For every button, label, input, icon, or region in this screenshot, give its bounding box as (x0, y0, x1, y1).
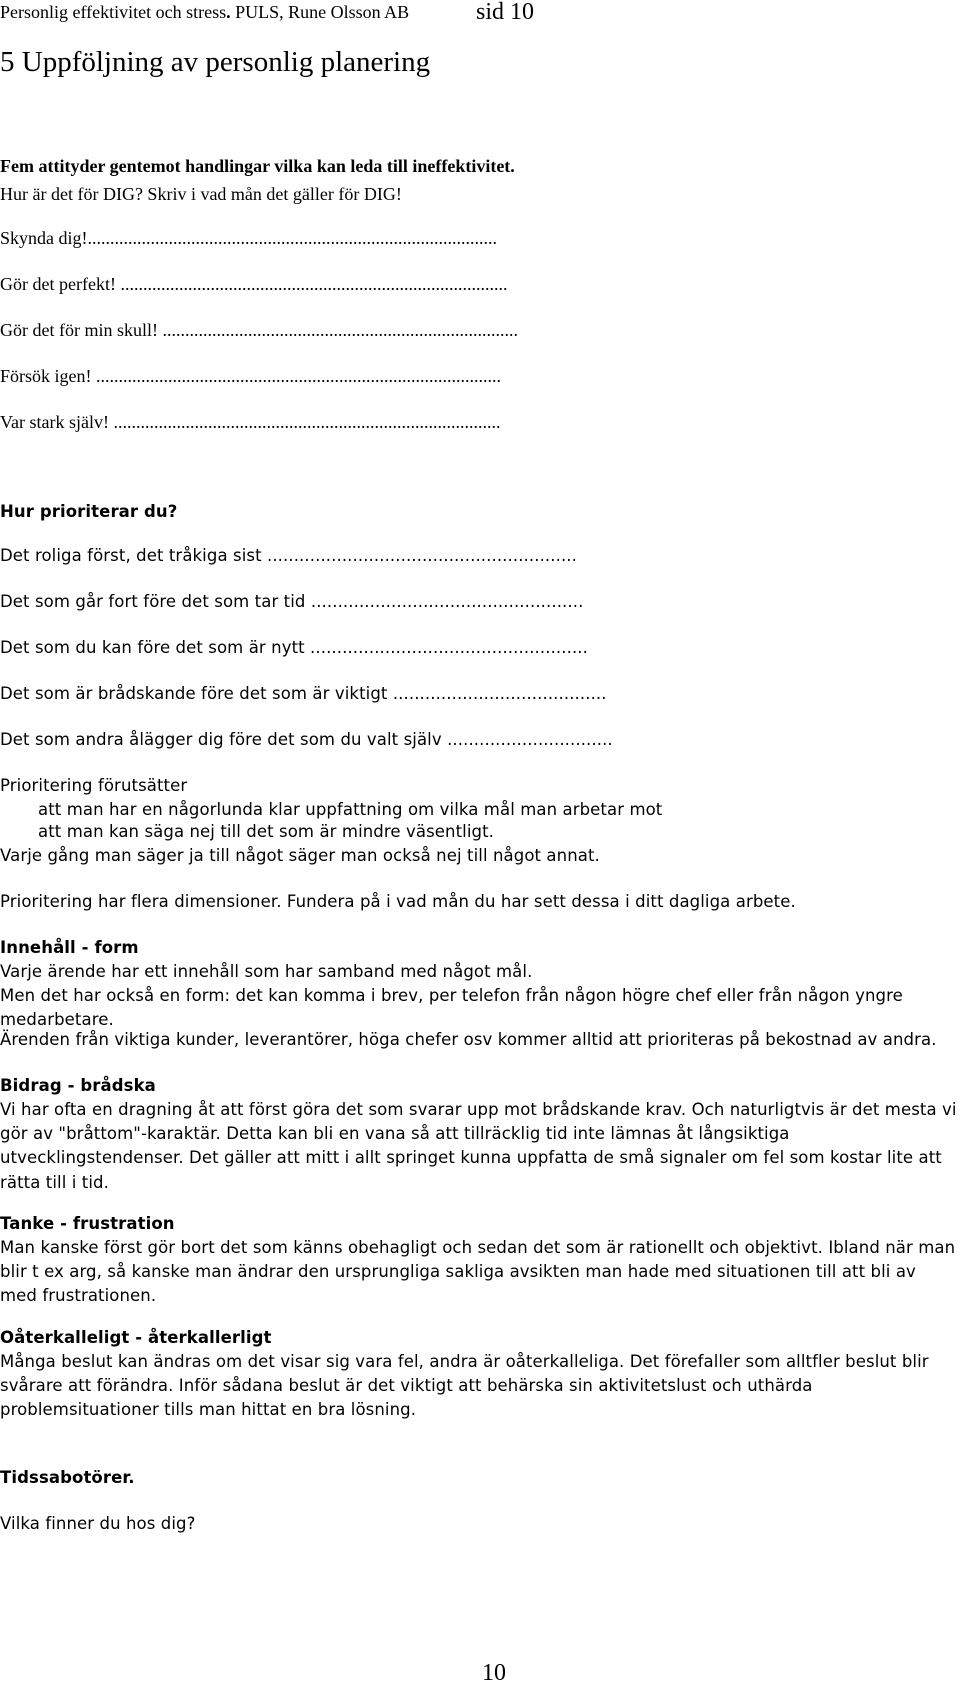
attitude-item: Skynda dig!........................................................................................... (0, 228, 497, 248)
priorities-heading: Hur prioriterar du? (0, 502, 178, 521)
section-heading: Innehåll - form (0, 938, 139, 957)
section-text: Ärenden från viktiga kunder, leverantörer, höga chefer osv kommer alltid att prioriteras på bekostnad av andra. (0, 1030, 937, 1049)
section-text: Varje ärende har ett innehåll som har samband med något mål. (0, 962, 533, 981)
attitude-item: Gör det perfekt! ...................................................................................... (0, 274, 508, 294)
header-page-label: sid 10 (476, 0, 535, 25)
dimensions-intro: Prioritering har flera dimensioner. Fundera på i vad mån du har sett dessa i ditt dagliga arbete. (0, 892, 796, 911)
priority-item: Det som går fort före det som tar tid ................................................... (0, 592, 584, 611)
attitudes-heading: Fem attityder gentemot handlingar vilka kan leda till ineffektivitet. (0, 156, 515, 176)
priority-item: Det roliga först, det tråkiga sist .......................................................... (0, 546, 577, 565)
requires-item: att man har en någorlunda klar uppfattning om vilka mål man arbetar mot (38, 800, 663, 819)
attitudes-instruction: Hur är det för DIG? Skriv i vad mån det gäller för DIG! (0, 184, 402, 204)
section-text: Många beslut kan ändras om det visar sig vara fel, andra är oåterkalleliga. Det förefaller som alltfler beslut blir svårare att förändra. Inför sådana beslut är det viktigt att behärska sin aktivitetslust och uthärda problemsituationer tills man hittat en bra lösning. (0, 1352, 929, 1420)
saboteurs-question: Vilka finner du hos dig? (0, 1514, 196, 1533)
section-text: Men det har också en form: det kan komma i brev, per telefon från någon högre chef eller från någon yngre medarbetare. (0, 986, 903, 1030)
priority-item: Det som är brådskande före det som är viktigt ........................................ (0, 684, 607, 703)
requires-label: Prioritering förutsätter (0, 776, 188, 795)
header-doc-title: Personlig effektivitet och stress (0, 2, 227, 22)
section-heading: Tanke - frustration (0, 1214, 175, 1233)
page-title: 5 Uppföljning av personlig planering (0, 46, 431, 78)
saboteurs-heading: Tidssabotörer. (0, 1468, 135, 1487)
section-heading: Bidrag - brådska (0, 1076, 156, 1095)
section-heading: Oåterkalleligt - återkallerligt (0, 1328, 272, 1347)
priority-item: Det som du kan före det som är nytt .................................................... (0, 638, 588, 657)
attitude-item: Gör det för min skull! ............................................................................... (0, 320, 518, 340)
header-dot: . (226, 2, 231, 22)
page-number: 10 (482, 1660, 506, 1686)
header-author: PULS, Rune Olsson AB (230, 2, 410, 22)
section-text: Man kanske först gör bort det som känns obehagligt och sedan det som är rationellt och objektivt. Ibland när man blir t ex arg, så kanske man ändrar den ursprungliga sakliga avsikten man hade med situationen till att bli av med frustrationen. (0, 1238, 956, 1306)
section-text: Vi har ofta en dragning åt att först göra det som svarar upp mot brådskande krav. Och naturligtvis är det mesta vi gör av "bråttom"-karaktär. Detta kan bli en vana så att tillräcklig tid inte lämnas åt långsiktiga utvecklingstendenser. Det gäller att mitt i allt springet kunna uppfatta de små signaler om fel som kostar lite att rätta till i tid. (0, 1100, 957, 1192)
every-time-note: Varje gång man säger ja till något säger man också nej till något annat. (0, 846, 600, 865)
priority-item: Det som andra ålägger dig före det som du valt själv ............................... (0, 730, 613, 749)
running-header (0, 0, 535, 25)
attitude-item: Försök igen! .......................................................................................... (0, 366, 501, 386)
attitude-item: Var stark själv! ...................................................................................... (0, 412, 501, 432)
requires-item: att man kan säga nej till det som är mindre väsentligt. (38, 822, 495, 841)
